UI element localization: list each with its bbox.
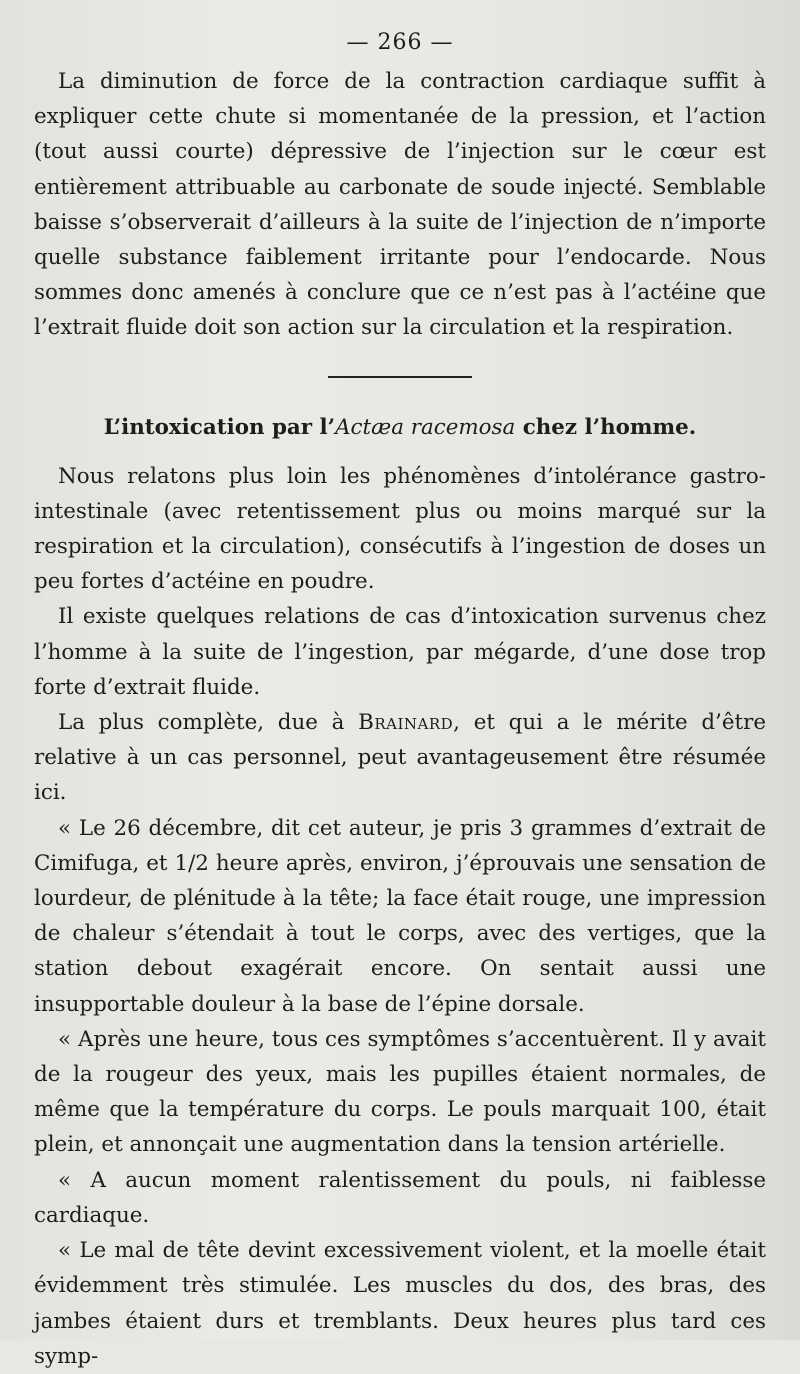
paragraph-cases: Il existe quelques relations de cas d’intoxication survenus chez l’homme à la suite de l’ingestion, par mégarde, d’une dose trop forte d’extrait fluide. (34, 604, 766, 700)
paragraph-gastro: Nous relatons plus loin les phénomènes d’intolérance gastro-intestinale (avec retentissement plus ou moins marqué sur la respiration et la circulation), consécutifs à l’ingestion de doses un peu fortes d’actéine en poudre. (34, 463, 766, 595)
page-number: — 266 — (346, 30, 454, 55)
quote-paragraph-4: « Le mal de tête devint excessivement violent, et la moelle était évidemment très stimulée. Les muscles du dos, des bras, des jambes étaient durs et tremblants. Deux heures plus tard ces symp- (34, 1238, 766, 1369)
section-divider (328, 376, 472, 378)
paragraph-brainard (34, 705, 766, 811)
quote-paragraph-2: « Après une heure, tous ces symptômes s’accentuèrent. Il y avait de la rougeur des yeux, mais les pupilles étaient normales, de même que la température du corps. Le pouls marquait 100, était plein, et annonçait une augmentation dans la tension artérielle. (34, 1026, 766, 1158)
heading-text-italic: Actæa racemosa (335, 414, 516, 440)
heading-text-before: L’intoxication par l’ (103, 414, 336, 440)
section-heading (34, 410, 766, 445)
heading-text-after: chez l’homme. (515, 414, 697, 440)
paragraph-conclusion: La diminution de force de la contraction cardiaque suffit à expliquer cette chute si momentanée de la pression, et l’action (tout aussi courte) dépressive de l’injection sur le cœur est entièrement attribuable au carbonate de soude injecté. Semblable baisse s’observerait d’ailleurs à la suite de l’injection de n’importe quelle substance faiblement irritante pour l’endocarde. Nous sommes donc amenés à conclure que ce n’est pas à l’actéine que l’extrait fluide doit son action sur la circulation et la respiration. (34, 69, 766, 341)
author-name: Brainard (358, 710, 454, 736)
quote-paragraph-1: « Le 26 décembre, dit cet auteur, je pris 3 grammes d’extrait de Cimifuga, et 1/2 heure après, environ, j’éprouvais une sensation de lourdeur, de plénitude à la tête; la face était rouge, une impression de chaleur s’étendait à tout le corps, avec des vertiges, que la station debout exagérait encore. On sentait aussi une insupportable douleur à la base de l’épine dorsale. (34, 815, 766, 1017)
brainard-text-before: La plus complète, due à (58, 710, 359, 736)
quote-paragraph-3: « A aucun moment ralentissement du pouls, ni faiblesse cardiaque. (34, 1167, 766, 1228)
brainard-text-after: , et qui a le mérite d’être relative à un cas personnel, peut avantageusement être résumée ici. (34, 710, 766, 806)
